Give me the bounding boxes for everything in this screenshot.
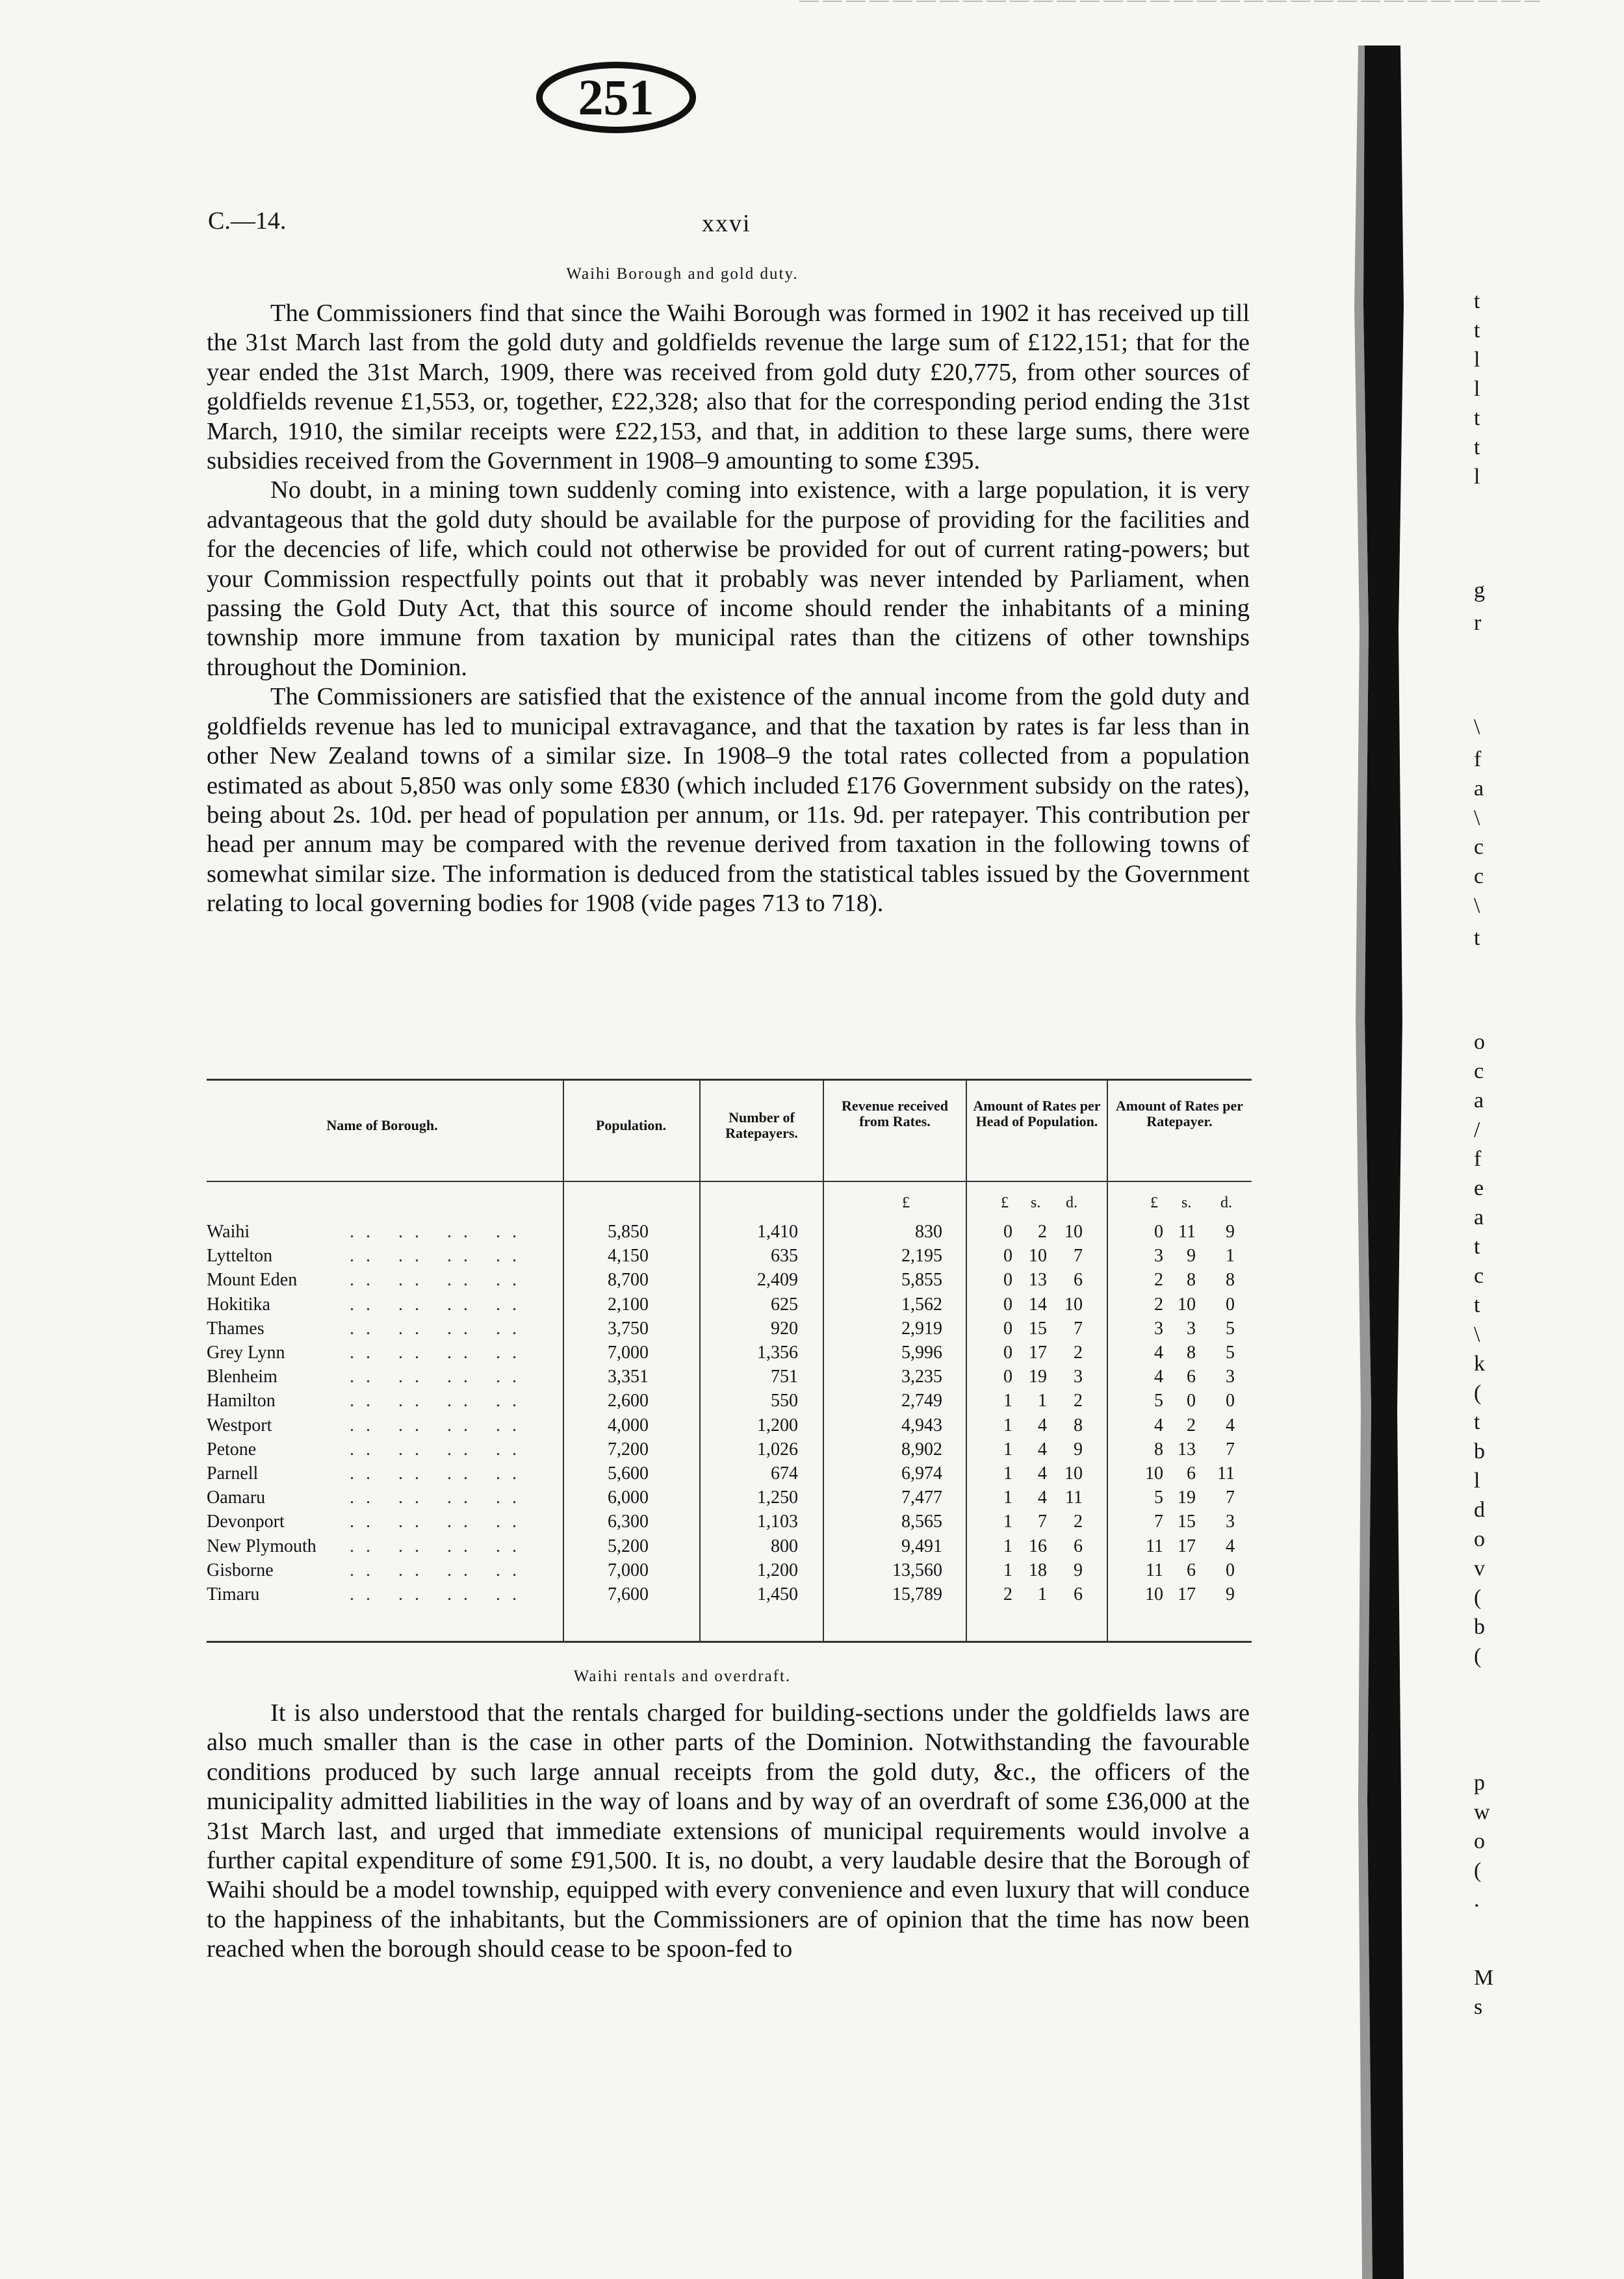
table-cell: 3: [1154, 1318, 1163, 1339]
table-cell: 5: [1226, 1343, 1235, 1363]
margin-fragment: k: [1474, 1352, 1485, 1376]
table-cell: 15: [1029, 1318, 1047, 1339]
margin-fragment: t: [1474, 289, 1480, 313]
table-cell: Thames: [207, 1318, 264, 1339]
table-cell: 6: [1074, 1584, 1083, 1604]
table-cell: 674: [771, 1463, 798, 1484]
leader-dots: .. .. .. ..: [350, 1318, 528, 1339]
table-cell: 1: [1003, 1487, 1012, 1508]
table-cell: 6,974: [901, 1463, 942, 1484]
margin-fragment: b: [1474, 1615, 1485, 1639]
margin-fragment: o: [1474, 1030, 1485, 1054]
table-cell: 0: [1226, 1391, 1235, 1411]
margin-fragment: a: [1474, 777, 1484, 801]
margin-fragment: l: [1474, 377, 1480, 401]
table-cell: 9: [1187, 1246, 1196, 1267]
table-cell: 6,300: [608, 1512, 649, 1532]
table-cell: 5,855: [901, 1270, 942, 1291]
table-cell: 2: [1074, 1512, 1083, 1532]
margin-fragment: (: [1474, 1644, 1482, 1668]
table-cell: 7: [1226, 1439, 1235, 1460]
table-cell: Devonport: [207, 1512, 285, 1532]
table-cell: 8: [1187, 1343, 1196, 1363]
top-edge-rule: [799, 0, 1540, 3]
table-cell: 2,409: [757, 1270, 798, 1291]
table-cell: 4: [1154, 1367, 1163, 1387]
table-cell: 0: [1003, 1294, 1012, 1315]
margin-fragment: t: [1474, 435, 1480, 459]
margin-fragment: f: [1474, 747, 1482, 771]
margin-fragment: l: [1474, 348, 1480, 372]
margin-fragment: \: [1474, 1322, 1480, 1346]
table-cell: Mount Eden: [207, 1270, 298, 1291]
table-cell: Petone: [207, 1439, 257, 1460]
table-cell: 1: [1038, 1584, 1047, 1604]
unit-pound: £: [1001, 1194, 1009, 1211]
margin-fragment: d: [1474, 1498, 1485, 1522]
margin-fragment: l: [1474, 465, 1480, 489]
table-cell: Waihi: [207, 1222, 250, 1242]
table-cell: Timaru: [207, 1584, 260, 1604]
table-cell: 2,919: [901, 1318, 942, 1339]
table-cell: Lyttelton: [207, 1246, 273, 1267]
page-number: xxvi: [702, 210, 751, 237]
table-row: [207, 1439, 1252, 1463]
table-cell: New Plymouth: [207, 1536, 316, 1556]
table-cell: 0: [1003, 1367, 1012, 1387]
table-cell: 10: [1178, 1294, 1196, 1315]
margin-fragment: t: [1474, 926, 1480, 950]
margin-fragment: (: [1474, 1859, 1482, 1883]
table-cell: 1: [1003, 1512, 1012, 1532]
table-row: [207, 1391, 1252, 1415]
margin-fragment: /: [1474, 1118, 1480, 1142]
table-cell: 3: [1226, 1512, 1235, 1532]
leader-dots: .. .. .. ..: [350, 1584, 528, 1604]
table-cell: 1: [1003, 1463, 1012, 1484]
table-row: [207, 1415, 1252, 1439]
table-cell: Parnell: [207, 1463, 259, 1484]
table-cell: 19: [1029, 1367, 1047, 1387]
table-cell: 8: [1187, 1270, 1196, 1291]
col-header-population: Population.: [595, 1117, 667, 1133]
table-cell: 1,103: [757, 1512, 798, 1532]
table-cell: 7: [1074, 1246, 1083, 1267]
table-cell: 0: [1226, 1294, 1235, 1315]
table-cell: 5,996: [901, 1343, 942, 1363]
table-cell: 8,565: [901, 1512, 942, 1532]
table-cell: 14: [1029, 1294, 1047, 1315]
table-cell: 7,200: [608, 1439, 649, 1460]
margin-fragment: \: [1474, 806, 1480, 830]
section-body-rentals: [207, 1699, 1250, 1964]
table-cell: 1: [1003, 1439, 1012, 1460]
paragraph: No doubt, in a mining town suddenly coming into existence, with a large population, it is very advantageous that the gold duty should be available for the purpose of providing for the facilities and for the decencies of life, which could not otherwise be provided for out of current rating-powers; but your Commission respectfully points out that it probably was never intended by Parliament, when passing the Gold Duty Act, that this source of income should render the inhabitants of a mining township more immune from taxation by municipal rates than the citizens of other townships throughout the Dominion.: [207, 476, 1250, 681]
table-cell: 625: [771, 1294, 798, 1315]
margin-fragment: (: [1474, 1586, 1482, 1610]
table-cell: 1: [1038, 1391, 1047, 1411]
table-cell: 0: [1003, 1246, 1012, 1267]
table-cell: 4: [1038, 1439, 1047, 1460]
col-header-per-head: Amount of Rates per Head of Population.: [973, 1098, 1101, 1129]
table-cell: 2: [1038, 1222, 1047, 1242]
table-cell: 17: [1029, 1343, 1047, 1363]
table-cell: 17: [1178, 1584, 1196, 1604]
leader-dots: .. .. .. ..: [350, 1415, 528, 1436]
page-number-stamp: [532, 57, 701, 135]
table-cell: 0: [1003, 1270, 1012, 1291]
table-cell: 1,250: [757, 1487, 798, 1508]
margin-fragment: .: [1474, 1888, 1480, 1912]
table-cell: 1: [1003, 1391, 1012, 1411]
table-cell: 15: [1178, 1512, 1196, 1532]
table-cell: 6: [1074, 1270, 1083, 1291]
margin-fragment: o: [1474, 1829, 1485, 1853]
table-cell: Blenheim: [207, 1367, 277, 1387]
table-cell: 11: [1065, 1487, 1083, 1508]
leader-dots: .. .. .. ..: [350, 1536, 528, 1556]
leader-dots: .. .. .. ..: [350, 1294, 528, 1315]
table-cell: 4: [1226, 1415, 1235, 1436]
table-cell: 8,700: [608, 1270, 649, 1291]
table-cell: 4: [1154, 1343, 1163, 1363]
table-cell: 9: [1074, 1439, 1083, 1460]
col-header-per-ratepayer: Amount of Rates per Ratepayer.: [1115, 1098, 1244, 1129]
margin-fragment: s: [1474, 1995, 1483, 2019]
table-row: [207, 1536, 1252, 1560]
table-row: [207, 1246, 1252, 1270]
leader-dots: .. .. .. ..: [350, 1463, 528, 1484]
table-row: [207, 1584, 1252, 1608]
table-cell: 8: [1074, 1415, 1083, 1436]
table-row: [207, 1222, 1252, 1246]
margin-fragment: \: [1474, 894, 1480, 918]
margin-fragment: o: [1474, 1527, 1485, 1551]
margin-fragment: t: [1474, 318, 1480, 342]
table-row: [207, 1512, 1252, 1536]
table-row: [207, 1487, 1252, 1512]
table-cell: 0: [1154, 1222, 1163, 1242]
table-cell: 3: [1074, 1367, 1083, 1387]
leader-dots: .. .. .. ..: [350, 1512, 528, 1532]
table-cell: 0: [1003, 1222, 1012, 1242]
table-cell: Westport: [207, 1415, 272, 1436]
table-cell: 9: [1074, 1560, 1083, 1580]
table-bottom-rule: [207, 1641, 1252, 1643]
table-header-rule: [207, 1181, 1252, 1182]
unit-shilling: s.: [1181, 1194, 1192, 1211]
table-cell: 2: [1154, 1270, 1163, 1291]
table-cell: Gisborne: [207, 1560, 274, 1580]
table-cell: 1,026: [757, 1439, 798, 1460]
unit-pound: £: [902, 1194, 910, 1211]
table-cell: 1: [1003, 1536, 1012, 1556]
table-cell: 5,200: [608, 1536, 649, 1556]
table-cell: Grey Lynn: [207, 1343, 285, 1363]
table-cell: 5,850: [608, 1222, 649, 1242]
table-cell: 2: [1074, 1391, 1083, 1411]
table-cell: 7: [1226, 1487, 1235, 1508]
table-cell: 2: [1074, 1343, 1083, 1363]
col-header-revenue: Revenue received from Rates.: [842, 1098, 948, 1129]
table-cell: 2: [1187, 1415, 1196, 1436]
table-cell: 18: [1029, 1560, 1047, 1580]
table-cell: 0: [1003, 1318, 1012, 1339]
table-cell: 7,477: [901, 1487, 942, 1508]
margin-fragment: M: [1474, 1966, 1494, 1990]
table-cell: 1,410: [757, 1222, 798, 1242]
table-cell: 4: [1038, 1415, 1047, 1436]
table-cell: 9,491: [901, 1536, 942, 1556]
table-cell: 800: [771, 1536, 798, 1556]
table-row: [207, 1270, 1252, 1294]
margin-fragment: c: [1474, 1059, 1484, 1083]
table-cell: 1: [1003, 1560, 1012, 1580]
table-cell: 5: [1154, 1391, 1163, 1411]
margin-fragment: l: [1474, 1469, 1480, 1493]
unit-pence: d.: [1066, 1194, 1077, 1211]
table-cell: 11: [1178, 1222, 1196, 1242]
table-cell: 0: [1003, 1343, 1012, 1363]
table-cell: 830: [915, 1222, 942, 1242]
margin-fragment: r: [1474, 611, 1482, 635]
leader-dots: .. .. .. ..: [350, 1343, 528, 1363]
table-cell: 7,600: [608, 1584, 649, 1604]
table-cell: 7: [1154, 1512, 1163, 1532]
table-cell: Hamilton: [207, 1391, 276, 1411]
margin-fragment: t: [1474, 1235, 1480, 1259]
table-cell: 2: [1003, 1584, 1012, 1604]
table-cell: 7: [1074, 1318, 1083, 1339]
table-cell: 0: [1187, 1391, 1196, 1411]
paragraph: The Commissioners are satisfied that the existence of the annual income from the gold duty and goldfields revenue has led to municipal extravagance, and that the taxation by rates is far less than in other New Zealand towns of a similar size. In 1908–9 the total rates collected from a population estimated as about 5,850 was only some £830 (which included £176 Government subsidy on the rates), being about 2s. 10d. per head of population per annum, or 11s. 9d. per ratepayer. This contribution per head per annum may be compared with the revenue derived from taxation in the following towns of somewhat similar size. The information is deduced from the statistical tables issued by the Government relating to local governing bodies for 1908 (vide pages 713 to 718).: [207, 683, 1250, 918]
leader-dots: .. .. .. ..: [350, 1367, 528, 1387]
table-cell: 3,750: [608, 1318, 649, 1339]
table-cell: 6: [1187, 1560, 1196, 1580]
table-cell: 4: [1038, 1463, 1047, 1484]
table-row: [207, 1319, 1252, 1343]
margin-fragment: c: [1474, 864, 1484, 888]
table-cell: 1: [1003, 1415, 1012, 1436]
table-cell: 635: [771, 1246, 798, 1267]
table-cell: 3: [1154, 1246, 1163, 1267]
table-cell: 10: [1145, 1584, 1163, 1604]
leader-dots: .. .. .. ..: [350, 1222, 528, 1242]
table-cell: 13,560: [892, 1560, 942, 1580]
table-cell: 3,351: [608, 1367, 649, 1387]
margin-fragment: a: [1474, 1205, 1484, 1230]
table-row: [207, 1560, 1252, 1584]
table-top-rule: [207, 1079, 1252, 1081]
table-cell: 1,200: [757, 1560, 798, 1580]
table-cell: 2,100: [608, 1294, 649, 1315]
leader-dots: .. .. .. ..: [350, 1246, 528, 1267]
table-cell: 11: [1146, 1536, 1163, 1556]
margin-fragment: (: [1474, 1381, 1482, 1405]
leader-dots: .. .. .. ..: [350, 1487, 528, 1508]
table-cell: 4: [1226, 1536, 1235, 1556]
unit-shilling: s.: [1031, 1194, 1041, 1211]
table-cell: 2,195: [901, 1246, 942, 1267]
table-cell: 10: [1029, 1246, 1047, 1267]
stamp-number: 251: [578, 69, 654, 125]
margin-fragment: c: [1474, 1264, 1484, 1288]
table-cell: 9: [1226, 1584, 1235, 1604]
margin-fragment: b: [1474, 1439, 1485, 1463]
table-cell: 5,600: [608, 1463, 649, 1484]
table-cell: 8: [1226, 1270, 1235, 1291]
table-cell: 920: [771, 1318, 798, 1339]
table-cell: 0: [1226, 1560, 1235, 1580]
table-cell: 7,000: [608, 1343, 649, 1363]
table-row: [207, 1463, 1252, 1487]
table-cell: 15,789: [892, 1584, 942, 1604]
margin-fragment: w: [1474, 1800, 1490, 1824]
leader-dots: .. .. .. ..: [350, 1560, 528, 1580]
margin-fragment: \: [1474, 715, 1480, 739]
table-cell: 1,356: [757, 1343, 798, 1363]
table-cell: 10: [1145, 1463, 1163, 1484]
margin-fragment: t: [1474, 1293, 1480, 1317]
table-cell: 6: [1187, 1463, 1196, 1484]
margin-fragment: f: [1474, 1147, 1482, 1171]
col-header-name: Name of Borough.: [326, 1117, 438, 1133]
margin-fragment: p: [1474, 1771, 1485, 1795]
table-cell: 6: [1187, 1367, 1196, 1387]
table-row: [207, 1343, 1252, 1367]
table-cell: 5: [1154, 1487, 1163, 1508]
table-cell: 16: [1029, 1536, 1047, 1556]
table-cell: 4,000: [608, 1415, 649, 1436]
unit-pound: £: [1150, 1194, 1158, 1211]
table-cell: 4,150: [608, 1246, 649, 1267]
margin-fragment: c: [1474, 835, 1484, 859]
table-cell: 7: [1038, 1512, 1047, 1532]
table-cell: 9: [1226, 1222, 1235, 1242]
table-cell: 3: [1226, 1367, 1235, 1387]
section-heading-rentals: Waihi rentals and overdraft.: [573, 1667, 792, 1685]
unit-pence: d.: [1220, 1194, 1232, 1211]
table-cell: 4: [1154, 1415, 1163, 1436]
table-cell: 4: [1038, 1487, 1047, 1508]
table-cell: 8,902: [901, 1439, 942, 1460]
table-cell: 10: [1064, 1463, 1083, 1484]
paragraph: The Commissioners find that since the Waihi Borough was formed in 1902 it has received up till the 31st March last from the gold duty and goldfields revenue the large sum of £122,151; that for the year ended the 31st March, 1909, there was received from gold duty £20,775, from other sources of goldfields revenue £1,553, or, together, £22,328; also that for the corresponding period ending the 31st March, 1910, the similar receipts were £22,153, and that, in addition to these large sums, there were subsidies received from the Government in 1908–9 amounting to some £395.: [207, 300, 1250, 475]
table-cell: Hokitika: [207, 1294, 270, 1315]
scan-binding-shadow: [1339, 45, 1423, 2279]
table-cell: 7,000: [608, 1560, 649, 1580]
leader-dots: .. .. .. ..: [350, 1391, 528, 1411]
table-cell: 6,000: [608, 1487, 649, 1508]
table-cell: 13: [1029, 1270, 1047, 1291]
table-cell: 2: [1154, 1294, 1163, 1315]
table-row: [207, 1294, 1252, 1319]
margin-fragment: a: [1474, 1088, 1484, 1113]
margin-fragment: t: [1474, 1410, 1480, 1434]
table-cell: 2,600: [608, 1391, 649, 1411]
rates-comparison-table: [207, 1079, 1252, 1644]
table-cell: 5: [1226, 1318, 1235, 1339]
leader-dots: .. .. .. ..: [350, 1439, 528, 1460]
table-cell: 8: [1154, 1439, 1163, 1460]
col-header-ratepayers: Number of Ratepayers.: [725, 1109, 798, 1141]
table-cell: 1: [1226, 1246, 1235, 1267]
paragraph: It is also understood that the rentals charged for building-sections under the goldfields laws are also much smaller than is the case in other parts of the Dominion. Notwithstanding the favourable conditions produced by such large annual receipts from the gold duty, &c., the officers of the municipality admitted liabilities in the way of loans and by way of an overdraft of some £36,000 at the 31st March last, and urged that immediate extensions of municipal requirements would involve a further capital expenditure of some £91,500. It is, no doubt, a very laudable desire that the Borough of Waihi should be a model township, equipped with every convenience and even luxury that will conduce to the happiness of the inhabitants, but the Commissioners are of opinion that the time has now been reached when the borough should cease to be spoon-fed to: [207, 1699, 1250, 1963]
table-cell: 10: [1064, 1222, 1083, 1242]
table-cell: 19: [1178, 1487, 1196, 1508]
table-row: [207, 1367, 1252, 1391]
table-cell: 1,200: [757, 1415, 798, 1436]
table-cell: 11: [1146, 1560, 1163, 1580]
table-cell: 3: [1187, 1318, 1196, 1339]
table-cell: Oamaru: [207, 1487, 266, 1508]
table-cell: 13: [1178, 1439, 1196, 1460]
table-cell: 2,749: [901, 1391, 942, 1411]
table-cell: 11: [1217, 1463, 1235, 1484]
table-cell: 1,450: [757, 1584, 798, 1604]
table-cell: 3,235: [901, 1367, 942, 1387]
margin-fragment: g: [1474, 578, 1485, 602]
document-code: C.—14.: [208, 207, 287, 235]
table-cell: 751: [771, 1367, 798, 1387]
table-cell: 17: [1178, 1536, 1196, 1556]
margin-fragment: e: [1474, 1176, 1484, 1200]
table-cell: 4,943: [901, 1415, 942, 1436]
table-cell: 6: [1074, 1536, 1083, 1556]
margin-fragment: t: [1474, 406, 1480, 430]
table-cell: 10: [1064, 1294, 1083, 1315]
table-cell: 1,562: [901, 1294, 942, 1315]
section-heading-gold-duty: Waihi Borough and gold duty.: [566, 265, 799, 283]
margin-fragment: v: [1474, 1556, 1485, 1580]
section-body-gold-duty: [207, 299, 1250, 919]
table-cell: 550: [771, 1391, 798, 1411]
leader-dots: .. .. .. ..: [350, 1270, 528, 1291]
